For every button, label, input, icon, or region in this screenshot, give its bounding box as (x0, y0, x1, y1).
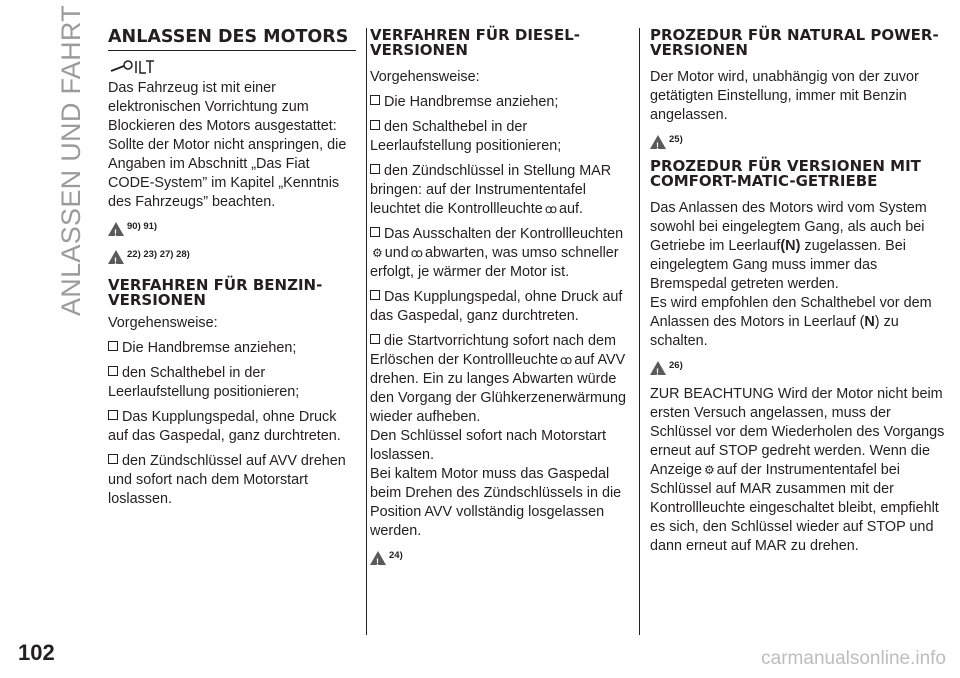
warning-triangle-icon (370, 551, 386, 565)
engine-icon: ⚙ (372, 246, 383, 260)
list-item: den Zündschlüssel in Stellung MAR bringen: auf der Instrumententafel leuchtet die Kontrollleuchte ꝏ auf. (370, 163, 612, 217)
paragraph: ZUR BEACHTUNG Wird der Motor nicht beim ersten Versuch angelassen, muss der Schlüssel vor dem Wiederholen des Vorgangs erneut auf STOP gedreht werden. Wenn die Anzeige ⚙ auf der Instrumententafel bei Schlüssel auf MAR zusammen mit der Kontrollleuchte eingeschaltet bleibt, empfiehlt es sich, den Schlüssel wieder auf STOP und dann erneut auf MAR zu drehen. (650, 386, 945, 554)
column-divider (366, 28, 367, 635)
list-item: Die Handbremse anziehen; (370, 93, 628, 112)
glow-plug-icon: ꝏ (560, 353, 573, 367)
lead-text: Vorgehensweise: (108, 315, 218, 331)
paragraph: Der Motor wird, unabhängig von der zuvor getätigten Einstellung, immer mit Benzin angelassen. (650, 69, 919, 123)
bullet-box-icon (370, 120, 380, 130)
side-tab (56, 5, 86, 316)
glow-plug-icon: ꝏ (544, 202, 558, 216)
warning-ref: ! 22) 23) 27) 28) (108, 246, 356, 264)
paragraph: Das Anlassen des Motors wird vom System sowohl bei eingelegtem Gang, als auch bei Getriebe im Leerlauf(N) zugelassen. Bei eingelegtem Gang muss immer das Bremspedal getreten werden. (650, 200, 927, 292)
lead-text: Vorgehensweise: (370, 69, 480, 85)
heading-natural-power: PROZEDUR FÜR NATURAL POWER-VERSIONEN (650, 26, 939, 59)
page-number: 102 (18, 640, 55, 665)
column-3 (650, 28, 952, 562)
column-1 (108, 28, 356, 515)
key-icon (108, 57, 356, 77)
list-item: den Schalthebel in der Leerlaufstellung positionieren; (370, 119, 562, 154)
warning-ref: ! 90) 91) (108, 218, 356, 236)
paragraph: Den Schlüssel sofort nach Motorstart loslassen. (370, 428, 606, 463)
side-tab-label: ANLASSEN UND FAHRT (56, 5, 86, 316)
list-item: die Startvorrichtung sofort nach dem Erlöschen der Kontrollleuchte ꝏ auf AVV drehen. Ein zu langes Abwarten würde den Vorgang der Glühkerzenerwärmung wieder aufheben. (370, 333, 626, 425)
intro-text: Das Fahrzeug ist mit einer elektronischen Vorrichtung zum Blockieren des Motors ausgestattet: Sollte der Motor nicht anspringen, die Angaben im Abschnitt „Das Fiat CODE-System” im Kapitel „Kenntnis des Fahrzeugs” beachten. (108, 80, 347, 210)
heading-benzin: VERFAHREN FÜR BENZIN-VERSIONEN (108, 276, 323, 309)
heading-comfort-matic: PROZEDUR FÜR VERSIONEN MIT COMFORT-MATIC-GETRIEBE (650, 157, 921, 190)
column-divider (639, 28, 640, 635)
bullet-box-icon (108, 341, 118, 351)
bullet-box-icon (370, 95, 380, 105)
heading-anlassen: ANLASSEN DES MOTORS (108, 28, 356, 51)
glow-plug-icon: ꝏ (410, 246, 424, 260)
warning-triangle-icon (650, 361, 666, 375)
warning-ref: ! 25) (650, 131, 952, 149)
list-item: Die Handbremse anziehen; (108, 339, 356, 358)
bullet-box-icon (370, 227, 380, 237)
bullet-box-icon (108, 410, 118, 420)
list-item: den Schalthebel in der Leerlaufstellung positionieren; (108, 365, 300, 400)
warning-ref: ! 26) (650, 357, 952, 375)
bullet-box-icon (370, 164, 380, 174)
bullet-box-icon (370, 334, 380, 344)
paragraph: Bei kaltem Motor muss das Gaspedal beim Drehen des Zündschlüssels in die Position AVV vollständig losgelassen werden. (370, 466, 622, 539)
bullet-box-icon (108, 366, 118, 376)
heading-diesel: VERFAHREN FÜR DIESEL-VERSIONEN (370, 26, 580, 59)
column-2 (370, 28, 628, 575)
warning-triangle-icon (108, 222, 124, 236)
list-item: Das Ausschalten der Kontrollleuchten⚙ und ꝏ abwarten, was umso schneller erfolgt, je wärmer der Motor ist. (370, 226, 624, 280)
warning-triangle-icon (650, 135, 666, 149)
paragraph: Es wird empfohlen den Schalthebel vor dem Anlassen des Motors in Leerlauf (N) zu schalten. (650, 295, 932, 349)
watermark: carmanualsonline.info (761, 648, 946, 669)
engine-icon: ⚙ (704, 463, 715, 477)
warning-triangle-icon (108, 250, 124, 264)
list-item: den Zündschlüssel auf AVV drehen und sofort nach dem Motorstart loslassen. (108, 453, 346, 507)
bullet-box-icon (108, 454, 118, 464)
bullet-box-icon (370, 290, 380, 300)
list-item: Das Kupplungspedal, ohne Druck auf das Gaspedal, ganz durchtreten. (370, 289, 623, 324)
warning-ref: ! 24) (370, 547, 628, 565)
list-item: Das Kupplungspedal, ohne Druck auf das Gaspedal, ganz durchtreten. (108, 409, 341, 444)
